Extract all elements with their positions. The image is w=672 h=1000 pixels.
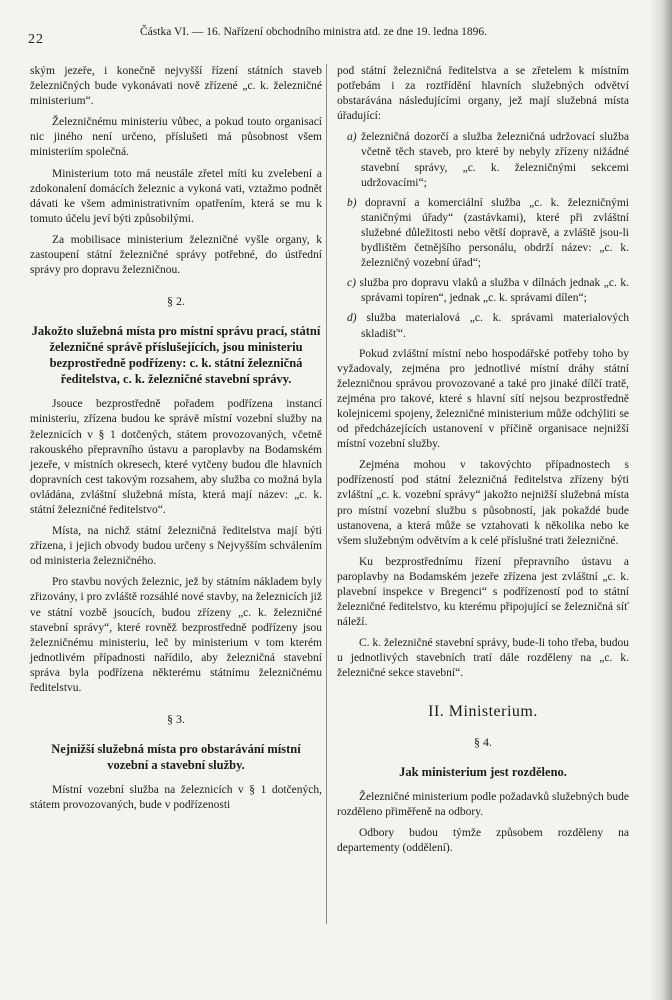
page-number: 22 [28, 32, 44, 47]
section-number: § 4. [474, 734, 492, 749]
section-number: § 2. [167, 294, 185, 309]
paragraph: Železničnému ministeriu vůbec, a pokud touto organisací nic jiného není určeno, příslušeti má působnost všem ministeriím společná. [30, 116, 322, 159]
list-item-label: a) [347, 131, 357, 144]
list-item-label: d) [347, 312, 357, 325]
list-item [337, 196, 629, 271]
paragraph: Místa, na nichž státní železničná ředitelstva mají býti zřízena, i jejich obvody budou určeny s Nejvyšším schválením od ministeria železničného. [30, 525, 322, 568]
list-item-label: b) [347, 196, 357, 209]
paragraph: Místní vozební služba na železnicích v § 1 dotčených, státem provozovaných, bude v podřízenosti [30, 784, 322, 812]
paragraph: Ku bezprostřednímu řízení přepravního ústavu a paroplavby na Bodamském jezeře zřízena jest zvláštní „c. k. plavební inspekce v Bregenci“ s podřízeností pod to státní železničné ředitelstvo, ku kterému připojující se železničná síť náleží. [337, 555, 629, 629]
paragraph: Jsouce bezprostředně pořadem podřízena instancí ministeriu, zřízena budou ke správě místní vozební služby na železnicích v § 1 dotčených, státem provozovaných, včetně rakouského přepravního ústavu a paroplavby na Bodamském jezeře, v místních okresech, které vytčeny budou dle hlavních dopravních cest takovým rozsahem, aby služba co možná byla ovládána, zvláštní služebná místa, která mají název: „c. k. státní železničné ředitelstvo“. [30, 398, 322, 516]
list-item-text: železničná dozorčí a služba železničná udržovací služba včetně těch staveb, pro které by nebyly zřízeny nižádné stavební správy, „c. k. železničnými sekcemi udržovacími“; [361, 131, 629, 189]
section-number: § 3. [167, 712, 185, 727]
list-item [337, 276, 629, 306]
left-column [30, 64, 322, 819]
paragraph: Železničné ministerium podle požadavků služebných bude rozděleno přiměřeně na odbory. [337, 790, 629, 818]
paragraph: pod státní železničná ředitelstva a se zřetelem k místním potřebám i za roztřídění hlavních služebných odvětví obstarávána následujícími organy, jež mají služebná místa úřadující: [337, 65, 629, 123]
page-header [28, 26, 640, 47]
part-heading: II. Ministerium. [428, 702, 538, 720]
list-item-label: c) [347, 277, 356, 290]
paragraph: Odbory budou týmže způsobem rozděleny na departementy (oddělení). [337, 826, 629, 855]
list-item [337, 311, 629, 341]
list-item-text: služba pro dopravu vlaků a služba v dílnách jednak „c. k. správami topíren“, jednak „c. k. správami dílen“; [359, 277, 629, 305]
section-heading: Jak ministerium jest rozděleno. [399, 764, 567, 779]
list-item-text: dopravní a komerciální služba „c. k. železničnými staničnými úřady“ (zastávkami), které při zvláštní služebné důležitosti nebo větší dopravě, a zvláště jsou-li bydlištěm četnějšího personálu, obdrží název: „c. k. železničný vozební úřad“; [361, 196, 630, 270]
list-item-text: služba materialová „c. k. správami materialových skladišť“. [361, 312, 630, 340]
section-heading: Jakožto služebná místa pro místní správu prací, státní železničné správě příslušejících, jsou ministeriu bezprostředně podřízeny: c. k. státní železničná ředitelstva, c. k. železničné stavební správy. [31, 324, 321, 387]
paragraph: C. k. železničné stavební správy, bude-li toho třeba, budou u jednotlivých stavebních tratí dále rozděleny na „c. k. železničné sekce stavební“. [337, 637, 629, 680]
paragraph: ským jezeře, i konečně nejvyšší řízení státních staveb železničných bude vykonávati nově zřízené „c. k. železničné ministerium“. [30, 65, 322, 108]
paragraph: Zejména mohou v takovýchto případnostech s podřízeností pod státní železničná ředitelstva zřízeny býti zvláštní „c. k. vozební správy“ jakožto nejnižší služebná místa pro místní vozební službu s působností, jak pokaždé bude ustanovena, a která může se vztahovati k několika nebo ke všem služebným odvětvím a k celé příslušné trati železničné. [337, 459, 629, 547]
paragraph: Pokud zvláštní místní nebo hospodářské potřeby toho by vyžadovaly, zejména pro jednotlivé místní dráhy státní železničnou správou provozované a také pro jinaké dílčí tratě, zejména pro takové, které s hlavní sítí nejsou bezprostředně kolejnicemi spojeny, železničné ministerium může odchýliti se od předcházejících ustanovení v příčině organisace nejnižší místní vozební služby. [337, 347, 629, 451]
column-divider [326, 64, 327, 924]
paragraph: Pro stavbu nových železnic, jež by státním nákladem byly zřizovány, i pro zvláště rozsáhlé nové stavby, na železnicích již ve státní vozbě jsoucích, budou zřízeny „c. k. železničné stavební správy“, které rovněž bezprostředně podřízeny jsou železničnému ministeriu, leč by ministerium v tom kterém jednotlivém případnosti nařídilo, aby železničná stavební správa byla podřízena některému státnímu železničnému ředitelstvu. [30, 576, 322, 694]
running-head: Částka VI. — 16. Nařízení obchodního ministra atd. ze dne 19. ledna 1896. [140, 26, 487, 38]
list-item [337, 130, 629, 190]
paragraph: Za mobilisace ministerium železničné vyšle organy, k zastoupení státní železničné správy potřebné, do ústřední správy pro dopravu železničnou. [30, 233, 322, 277]
page-edge-shadow [650, 0, 672, 1000]
right-column [337, 64, 629, 862]
paragraph: Ministerium toto má neustále zřetel míti ku zvelebení a zdokonalení domácích železnic a vykoná vati, vztažmo podnět dávati ke všem administrativním opatřením, která se mu k tomuto účelu jeví býti způsobilými. [30, 167, 322, 225]
section-heading: Nejnižší služebná místa pro obstarávání místní vozební a stavební služby. [51, 742, 301, 773]
